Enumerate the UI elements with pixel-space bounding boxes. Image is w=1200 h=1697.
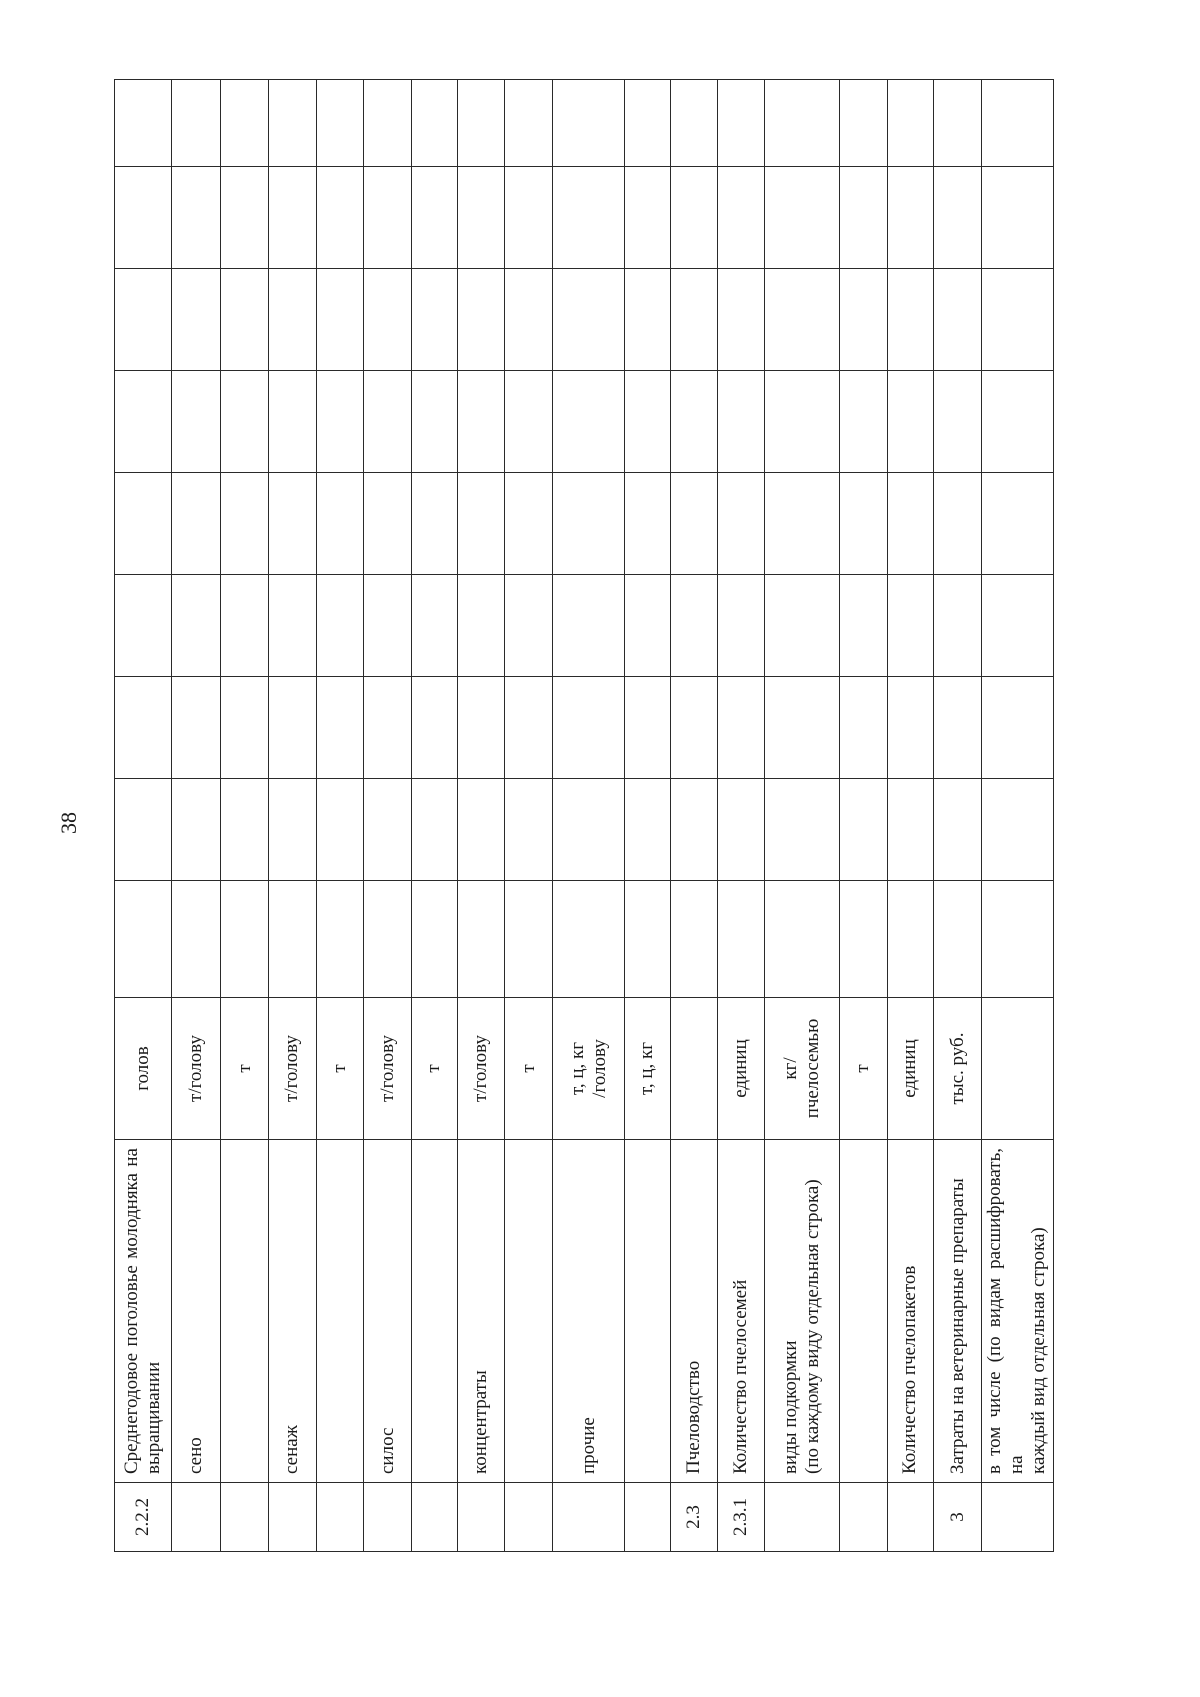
row-number-cell bbox=[981, 1483, 1053, 1552]
unit-label-continuation: пчелосемью bbox=[801, 1018, 823, 1119]
unit-cell bbox=[764, 998, 839, 1140]
value-cell[interactable] bbox=[839, 881, 887, 998]
value-cell[interactable] bbox=[887, 473, 934, 575]
value-cell[interactable] bbox=[934, 80, 982, 167]
value-cell[interactable] bbox=[625, 575, 671, 677]
value-cell[interactable] bbox=[457, 779, 505, 881]
indicator-name-continuation: выращивании bbox=[142, 1361, 164, 1474]
row-number-cell bbox=[625, 1483, 671, 1552]
value-cell[interactable] bbox=[505, 677, 553, 779]
row-number-cell bbox=[171, 1483, 221, 1552]
value-cell[interactable] bbox=[718, 779, 765, 881]
unit-label: кг/ bbox=[779, 1057, 801, 1080]
value-cell[interactable] bbox=[625, 881, 671, 998]
unit-label: т/голову bbox=[185, 1035, 207, 1102]
row-number-cell: 2.2.2 bbox=[115, 1483, 172, 1552]
row-number-cell bbox=[764, 1483, 839, 1552]
value-cell[interactable] bbox=[364, 269, 412, 371]
value-cell[interactable] bbox=[839, 80, 887, 167]
value-cell[interactable] bbox=[887, 575, 934, 677]
value-cell[interactable] bbox=[412, 167, 458, 269]
indicator-name: Количество пчелосемей bbox=[730, 1279, 752, 1474]
table-row bbox=[115, 80, 172, 1552]
value-cell[interactable] bbox=[221, 371, 269, 473]
value-cell[interactable] bbox=[839, 269, 887, 371]
unit-label: единиц bbox=[730, 1039, 752, 1098]
value-cell[interactable] bbox=[364, 779, 412, 881]
value-cell[interactable] bbox=[364, 473, 412, 575]
value-cell[interactable] bbox=[316, 677, 364, 779]
table-row bbox=[670, 80, 718, 1552]
value-cell[interactable] bbox=[887, 677, 934, 779]
value-cell[interactable] bbox=[171, 371, 221, 473]
table-row bbox=[364, 80, 412, 1552]
unit-label: т bbox=[233, 1064, 255, 1073]
value-cell[interactable] bbox=[171, 575, 221, 677]
unit-cell bbox=[670, 998, 718, 1140]
table-row bbox=[764, 80, 839, 1552]
value-cell[interactable] bbox=[625, 677, 671, 779]
table-row bbox=[839, 80, 887, 1552]
table-row bbox=[718, 80, 765, 1552]
unit-label: т bbox=[852, 1064, 874, 1073]
indicator-name-cell bbox=[981, 1140, 1053, 1483]
value-cell[interactable] bbox=[269, 80, 317, 167]
value-cell[interactable] bbox=[934, 677, 982, 779]
table-row bbox=[887, 80, 934, 1552]
value-cell[interactable] bbox=[625, 167, 671, 269]
row-number-cell bbox=[412, 1483, 458, 1552]
value-cell[interactable] bbox=[171, 881, 221, 998]
unit-cell bbox=[934, 998, 982, 1140]
value-cell[interactable] bbox=[505, 80, 553, 167]
value-cell[interactable] bbox=[457, 80, 505, 167]
page-number: 38 bbox=[56, 812, 81, 834]
value-cell[interactable] bbox=[718, 371, 765, 473]
value-cell[interactable] bbox=[764, 473, 839, 575]
value-cell[interactable] bbox=[412, 269, 458, 371]
value-cell[interactable] bbox=[221, 269, 269, 371]
value-cell[interactable] bbox=[718, 575, 765, 677]
table-row bbox=[981, 80, 1053, 1552]
value-cell[interactable] bbox=[553, 677, 625, 779]
value-cell[interactable] bbox=[115, 80, 172, 167]
value-cell[interactable] bbox=[981, 881, 1053, 998]
value-cell[interactable] bbox=[412, 779, 458, 881]
value-cell[interactable] bbox=[934, 167, 982, 269]
value-cell[interactable] bbox=[221, 167, 269, 269]
indicator-name-cell bbox=[316, 1140, 364, 1483]
value-cell[interactable] bbox=[981, 80, 1053, 167]
value-cell[interactable] bbox=[670, 473, 718, 575]
indicator-name-cell bbox=[718, 1140, 765, 1483]
value-cell[interactable] bbox=[839, 371, 887, 473]
value-cell[interactable] bbox=[670, 677, 718, 779]
row-number-cell: 3 bbox=[934, 1483, 982, 1552]
indicator-name: сенаж bbox=[281, 1425, 303, 1474]
unit-cell bbox=[171, 998, 221, 1140]
value-cell[interactable] bbox=[553, 575, 625, 677]
indicator-name: в том числе (по видам расшифровать, на bbox=[984, 1148, 1028, 1474]
value-cell[interactable] bbox=[316, 167, 364, 269]
table-row bbox=[505, 80, 553, 1552]
unit-label: т/голову bbox=[281, 1035, 303, 1102]
table-row bbox=[457, 80, 505, 1552]
indicator-name-cell bbox=[839, 1140, 887, 1483]
value-cell[interactable] bbox=[115, 269, 172, 371]
value-cell[interactable] bbox=[553, 80, 625, 167]
value-cell[interactable] bbox=[269, 779, 317, 881]
unit-cell bbox=[839, 998, 887, 1140]
value-cell[interactable] bbox=[839, 779, 887, 881]
table-row bbox=[412, 80, 458, 1552]
indicator-name-cell bbox=[364, 1140, 412, 1483]
indicator-name-cell bbox=[221, 1140, 269, 1483]
unit-label: голов bbox=[131, 1046, 153, 1091]
indicator-name-cell bbox=[553, 1140, 625, 1483]
table-row bbox=[171, 80, 221, 1552]
row-number-cell bbox=[553, 1483, 625, 1552]
value-cell[interactable] bbox=[171, 779, 221, 881]
value-cell[interactable] bbox=[670, 269, 718, 371]
value-cell[interactable] bbox=[670, 167, 718, 269]
row-number-cell bbox=[505, 1483, 553, 1552]
value-cell[interactable] bbox=[457, 473, 505, 575]
value-cell[interactable] bbox=[981, 371, 1053, 473]
row-number-cell bbox=[457, 1483, 505, 1552]
value-cell[interactable] bbox=[553, 269, 625, 371]
unit-label-continuation: /голову bbox=[588, 1039, 610, 1098]
row-number-cell: 2.3 bbox=[670, 1483, 718, 1552]
value-cell[interactable] bbox=[316, 779, 364, 881]
unit-cell bbox=[457, 998, 505, 1140]
value-cell[interactable] bbox=[887, 167, 934, 269]
indicator-name-cell bbox=[625, 1140, 671, 1483]
value-cell[interactable] bbox=[718, 80, 765, 167]
value-cell[interactable] bbox=[364, 167, 412, 269]
indicator-name-cell bbox=[457, 1140, 505, 1483]
table-row bbox=[316, 80, 364, 1552]
value-cell[interactable] bbox=[887, 371, 934, 473]
value-cell[interactable] bbox=[115, 473, 172, 575]
indicator-name-continuation: (по каждому виду отдельная строка) bbox=[801, 1179, 823, 1474]
value-cell[interactable] bbox=[981, 269, 1053, 371]
value-cell[interactable] bbox=[718, 881, 765, 998]
value-cell[interactable] bbox=[269, 473, 317, 575]
value-cell[interactable] bbox=[221, 779, 269, 881]
indicator-name-cell bbox=[934, 1140, 982, 1483]
value-cell[interactable] bbox=[670, 779, 718, 881]
value-cell[interactable] bbox=[457, 167, 505, 269]
value-cell[interactable] bbox=[115, 575, 172, 677]
table-row bbox=[934, 80, 982, 1552]
indicator-name: прочие bbox=[577, 1417, 599, 1474]
value-cell[interactable] bbox=[934, 371, 982, 473]
value-cell[interactable] bbox=[364, 881, 412, 998]
value-cell[interactable] bbox=[764, 269, 839, 371]
value-cell[interactable] bbox=[764, 167, 839, 269]
value-cell[interactable] bbox=[457, 269, 505, 371]
value-cell[interactable] bbox=[505, 371, 553, 473]
unit-cell bbox=[412, 998, 458, 1140]
value-cell[interactable] bbox=[171, 269, 221, 371]
indicator-name-cell bbox=[764, 1140, 839, 1483]
value-cell[interactable] bbox=[316, 881, 364, 998]
value-cell[interactable] bbox=[625, 371, 671, 473]
unit-cell bbox=[505, 998, 553, 1140]
unit-label: т bbox=[423, 1064, 445, 1073]
value-cell[interactable] bbox=[364, 80, 412, 167]
value-cell[interactable] bbox=[625, 269, 671, 371]
row-number-cell bbox=[364, 1483, 412, 1552]
value-cell[interactable] bbox=[457, 371, 505, 473]
value-cell[interactable] bbox=[221, 881, 269, 998]
indicator-name: силос bbox=[376, 1427, 398, 1474]
value-cell[interactable] bbox=[171, 473, 221, 575]
value-cell[interactable] bbox=[316, 80, 364, 167]
value-cell[interactable] bbox=[839, 473, 887, 575]
value-cell[interactable] bbox=[171, 80, 221, 167]
value-cell[interactable] bbox=[553, 473, 625, 575]
indicator-name: Среднегодовое поголовье молодняка на bbox=[120, 1148, 142, 1474]
unit-cell bbox=[981, 998, 1053, 1140]
value-cell[interactable] bbox=[221, 575, 269, 677]
value-cell[interactable] bbox=[981, 677, 1053, 779]
value-cell[interactable] bbox=[764, 575, 839, 677]
unit-label: т bbox=[329, 1064, 351, 1073]
value-cell[interactable] bbox=[625, 779, 671, 881]
indicator-name-continuation: каждый вид отдельная строка) bbox=[1028, 1227, 1050, 1474]
value-cell[interactable] bbox=[115, 371, 172, 473]
value-cell[interactable] bbox=[670, 575, 718, 677]
value-cell[interactable] bbox=[934, 269, 982, 371]
value-cell[interactable] bbox=[934, 881, 982, 998]
value-cell[interactable] bbox=[505, 575, 553, 677]
value-cell[interactable] bbox=[269, 575, 317, 677]
value-cell[interactable] bbox=[670, 371, 718, 473]
value-cell[interactable] bbox=[412, 677, 458, 779]
value-cell[interactable] bbox=[839, 677, 887, 779]
unit-cell bbox=[887, 998, 934, 1140]
unit-label: т, ц, кг bbox=[636, 1041, 658, 1096]
value-cell[interactable] bbox=[457, 575, 505, 677]
value-cell[interactable] bbox=[981, 473, 1053, 575]
value-cell[interactable] bbox=[625, 473, 671, 575]
value-cell[interactable] bbox=[934, 575, 982, 677]
row-number-cell bbox=[269, 1483, 317, 1552]
unit-label: тыс. руб. bbox=[946, 1032, 968, 1105]
row-number-cell bbox=[221, 1483, 269, 1552]
unit-label: т, ц, кг bbox=[566, 1041, 588, 1096]
unit-label: т bbox=[517, 1064, 539, 1073]
indicator-name: Затраты на ветеринарные препараты bbox=[946, 1178, 968, 1474]
value-cell[interactable] bbox=[457, 881, 505, 998]
value-cell[interactable] bbox=[115, 779, 172, 881]
table-row bbox=[269, 80, 317, 1552]
value-cell[interactable] bbox=[839, 167, 887, 269]
value-cell[interactable] bbox=[505, 881, 553, 998]
value-cell[interactable] bbox=[221, 677, 269, 779]
value-cell[interactable] bbox=[887, 269, 934, 371]
value-cell[interactable] bbox=[553, 167, 625, 269]
value-cell[interactable] bbox=[505, 779, 553, 881]
row-number-cell bbox=[316, 1483, 364, 1552]
table-row bbox=[553, 80, 625, 1552]
value-cell[interactable] bbox=[505, 473, 553, 575]
value-cell[interactable] bbox=[269, 677, 317, 779]
value-cell[interactable] bbox=[764, 80, 839, 167]
value-cell[interactable] bbox=[269, 881, 317, 998]
value-cell[interactable] bbox=[764, 779, 839, 881]
value-cell[interactable] bbox=[670, 881, 718, 998]
indicator-name: виды подкормки bbox=[779, 1340, 801, 1474]
value-cell[interactable] bbox=[269, 167, 317, 269]
value-cell[interactable] bbox=[934, 779, 982, 881]
value-cell[interactable] bbox=[412, 473, 458, 575]
indicator-name: Количество пчелопакетов bbox=[899, 1265, 921, 1474]
value-cell[interactable] bbox=[553, 371, 625, 473]
value-cell[interactable] bbox=[981, 167, 1053, 269]
value-cell[interactable] bbox=[364, 371, 412, 473]
unit-cell bbox=[269, 998, 317, 1140]
value-cell[interactable] bbox=[115, 677, 172, 779]
value-cell[interactable] bbox=[316, 473, 364, 575]
unit-label: т/голову bbox=[376, 1035, 398, 1102]
value-cell[interactable] bbox=[764, 371, 839, 473]
value-cell[interactable] bbox=[316, 575, 364, 677]
value-cell[interactable] bbox=[934, 473, 982, 575]
unit-cell bbox=[718, 998, 765, 1140]
value-cell[interactable] bbox=[718, 269, 765, 371]
value-cell[interactable] bbox=[269, 269, 317, 371]
value-cell[interactable] bbox=[887, 881, 934, 998]
unit-cell bbox=[316, 998, 364, 1140]
value-cell[interactable] bbox=[764, 677, 839, 779]
indicator-name: Пчеловодство bbox=[682, 1360, 704, 1474]
value-cell[interactable] bbox=[839, 575, 887, 677]
table-row bbox=[221, 80, 269, 1552]
unit-cell bbox=[364, 998, 412, 1140]
value-cell[interactable] bbox=[505, 269, 553, 371]
value-cell[interactable] bbox=[505, 167, 553, 269]
value-cell[interactable] bbox=[171, 167, 221, 269]
table-body bbox=[115, 80, 1054, 1552]
value-cell[interactable] bbox=[171, 677, 221, 779]
indicator-name-cell bbox=[887, 1140, 934, 1483]
unit-cell bbox=[221, 998, 269, 1140]
value-cell[interactable] bbox=[553, 779, 625, 881]
value-cell[interactable] bbox=[316, 371, 364, 473]
value-cell[interactable] bbox=[981, 575, 1053, 677]
unit-cell bbox=[625, 998, 671, 1140]
table-container bbox=[114, 80, 1054, 1552]
row-number-cell bbox=[887, 1483, 934, 1552]
unit-label: т/голову bbox=[470, 1035, 492, 1102]
unit-cell bbox=[553, 998, 625, 1140]
value-cell[interactable] bbox=[412, 575, 458, 677]
indicator-name: сено bbox=[185, 1437, 207, 1474]
indicator-name: концентраты bbox=[470, 1370, 492, 1474]
value-cell[interactable] bbox=[221, 473, 269, 575]
value-cell[interactable] bbox=[718, 473, 765, 575]
unit-cell bbox=[115, 998, 172, 1140]
indicator-name-cell bbox=[115, 1140, 172, 1483]
value-cell[interactable] bbox=[457, 677, 505, 779]
indicator-name-cell bbox=[269, 1140, 317, 1483]
value-cell[interactable] bbox=[316, 269, 364, 371]
value-cell[interactable] bbox=[887, 779, 934, 881]
row-number-cell: 2.3.1 bbox=[718, 1483, 765, 1552]
value-cell[interactable] bbox=[887, 80, 934, 167]
indicator-name-cell bbox=[171, 1140, 221, 1483]
value-cell[interactable] bbox=[718, 677, 765, 779]
table-row bbox=[625, 80, 671, 1552]
value-cell[interactable] bbox=[412, 80, 458, 167]
indicator-name-cell bbox=[505, 1140, 553, 1483]
value-cell[interactable] bbox=[115, 881, 172, 998]
value-cell[interactable] bbox=[221, 80, 269, 167]
indicator-name-cell bbox=[670, 1140, 718, 1483]
row-number-cell bbox=[839, 1483, 887, 1552]
indicator-name-cell bbox=[412, 1140, 458, 1483]
value-cell[interactable] bbox=[364, 575, 412, 677]
value-cell[interactable] bbox=[412, 371, 458, 473]
value-cell[interactable] bbox=[364, 677, 412, 779]
value-cell[interactable] bbox=[115, 167, 172, 269]
value-cell[interactable] bbox=[981, 779, 1053, 881]
unit-label: единиц bbox=[899, 1039, 921, 1098]
value-cell[interactable] bbox=[670, 80, 718, 167]
value-cell[interactable] bbox=[269, 371, 317, 473]
value-cell[interactable] bbox=[553, 881, 625, 998]
data-table bbox=[114, 79, 1054, 1552]
value-cell[interactable] bbox=[718, 167, 765, 269]
value-cell[interactable] bbox=[625, 80, 671, 167]
value-cell[interactable] bbox=[412, 881, 458, 998]
value-cell[interactable] bbox=[764, 881, 839, 998]
